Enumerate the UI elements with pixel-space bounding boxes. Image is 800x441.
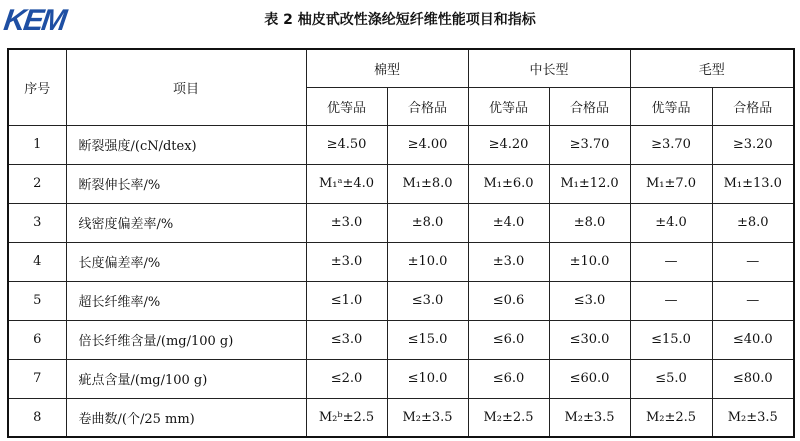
kem-logo: KEM: [1, 4, 68, 37]
value-cell: ≤6.0: [468, 359, 549, 398]
value-cell: ≤0.6: [468, 281, 549, 320]
properties-table: [7, 48, 795, 438]
value-cell: —: [630, 281, 712, 320]
row-item: 卷曲数/(个/25 mm): [66, 398, 306, 437]
row-item: 超长纤维率/%: [66, 281, 306, 320]
value-cell: M₁±12.0: [549, 164, 630, 203]
row-item: 断裂伸长率/%: [66, 164, 306, 203]
row-index: 5: [8, 281, 66, 320]
value-cell: M₂ᵇ±2.5: [306, 398, 387, 437]
row-index: 7: [8, 359, 66, 398]
value-cell: ≥4.20: [468, 125, 549, 164]
value-cell: —: [630, 242, 712, 281]
value-cell: ±10.0: [387, 242, 468, 281]
value-cell: ≤10.0: [387, 359, 468, 398]
value-cell: ≤2.0: [306, 359, 387, 398]
value-cell: ≤5.0: [630, 359, 712, 398]
value-cell: M₂±3.5: [387, 398, 468, 437]
value-cell: ≤80.0: [712, 359, 794, 398]
row-item: 疵点含量/(mg/100 g): [66, 359, 306, 398]
value-cell: ≤30.0: [549, 320, 630, 359]
header-item: 项目: [66, 49, 306, 125]
value-cell: ≤40.0: [712, 320, 794, 359]
table-row: [8, 359, 794, 398]
value-cell: M₁ᵃ±4.0: [306, 164, 387, 203]
header-sub-grade: 优等品: [468, 87, 549, 125]
value-cell: M₁±6.0: [468, 164, 549, 203]
value-cell: —: [712, 242, 794, 281]
row-item: 倍长纤维含量/(mg/100 g): [66, 320, 306, 359]
row-item: 断裂强度/(cN/dtex): [66, 125, 306, 164]
table-row: [8, 320, 794, 359]
value-cell: M₁±8.0: [387, 164, 468, 203]
row-item: 长度偏差率/%: [66, 242, 306, 281]
table-body: [8, 125, 794, 437]
value-cell: ≤3.0: [549, 281, 630, 320]
row-index: 4: [8, 242, 66, 281]
value-cell: ≥3.20: [712, 125, 794, 164]
value-cell: ±8.0: [712, 203, 794, 242]
value-cell: M₂±3.5: [712, 398, 794, 437]
value-cell: ±3.0: [468, 242, 549, 281]
value-cell: M₂±3.5: [549, 398, 630, 437]
value-cell: ±8.0: [549, 203, 630, 242]
table-row: [8, 164, 794, 203]
value-cell: ≤1.0: [306, 281, 387, 320]
value-cell: M₂±2.5: [468, 398, 549, 437]
value-cell: ±8.0: [387, 203, 468, 242]
header-sub-grade: 优等品: [630, 87, 712, 125]
value-cell: ±3.0: [306, 203, 387, 242]
value-cell: —: [712, 281, 794, 320]
row-index: 3: [8, 203, 66, 242]
header-sub-grade: 优等品: [306, 87, 387, 125]
table-row: [8, 242, 794, 281]
header-sub-grade: 合格品: [712, 87, 794, 125]
value-cell: ≤60.0: [549, 359, 630, 398]
value-cell: ≥3.70: [630, 125, 712, 164]
value-cell: ≥4.00: [387, 125, 468, 164]
value-cell: M₁±7.0: [630, 164, 712, 203]
row-index: 2: [8, 164, 66, 203]
value-cell: M₂±2.5: [630, 398, 712, 437]
value-cell: ≤3.0: [306, 320, 387, 359]
value-cell: ±3.0: [306, 242, 387, 281]
value-cell: ≤6.0: [468, 320, 549, 359]
value-cell: ±4.0: [630, 203, 712, 242]
header-group-cotton: 棉型: [306, 49, 468, 87]
value-cell: ±10.0: [549, 242, 630, 281]
header-group-midlength: 中长型: [468, 49, 630, 87]
header-index: 序号: [8, 49, 66, 125]
table-row: [8, 125, 794, 164]
table-title: 表 2 柚皮甙改性涤纶短纤维性能项目和指标: [264, 12, 536, 28]
row-index: 1: [8, 125, 66, 164]
value-cell: ≤15.0: [387, 320, 468, 359]
value-cell: ≥4.50: [306, 125, 387, 164]
row-index: 6: [8, 320, 66, 359]
header-group-wool: 毛型: [630, 49, 794, 87]
row-item: 线密度偏差率/%: [66, 203, 306, 242]
value-cell: ±4.0: [468, 203, 549, 242]
table-row: [8, 203, 794, 242]
value-cell: ≤3.0: [387, 281, 468, 320]
value-cell: M₁±13.0: [712, 164, 794, 203]
value-cell: ≤15.0: [630, 320, 712, 359]
header-sub-grade: 合格品: [387, 87, 468, 125]
row-index: 8: [8, 398, 66, 437]
table-row: [8, 398, 794, 437]
header-sub-grade: 合格品: [549, 87, 630, 125]
value-cell: ≥3.70: [549, 125, 630, 164]
table-row: [8, 281, 794, 320]
